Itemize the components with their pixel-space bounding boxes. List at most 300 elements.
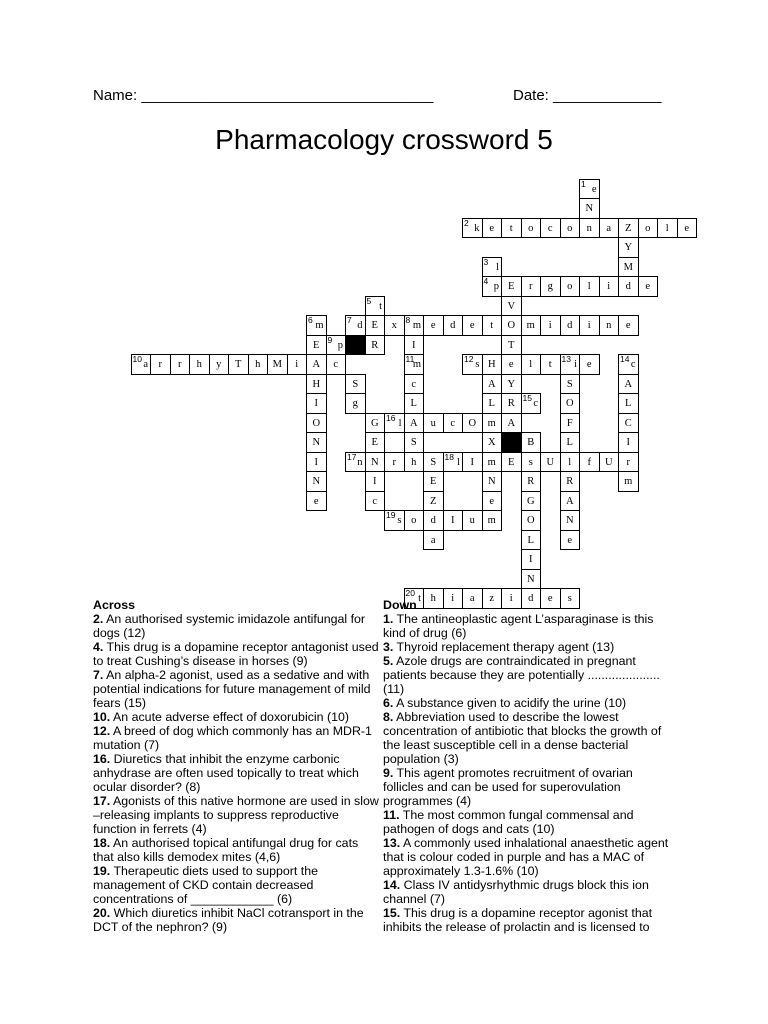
clue-number: 2.: [93, 612, 104, 626]
cell-letter: e: [489, 495, 495, 507]
clue-number: 5.: [383, 654, 394, 668]
clue-number: 16: [386, 412, 396, 423]
across-clue: [93, 668, 381, 710]
cell-letter: e: [547, 593, 553, 604]
grid-cell[interactable]: [638, 276, 659, 297]
cell-letter: N: [312, 476, 321, 487]
grid-cell[interactable]: [579, 218, 600, 239]
grid-cell[interactable]: [131, 354, 152, 375]
cell-letter: M: [272, 359, 282, 370]
clue-number: 17: [347, 451, 357, 462]
cell-letter: i: [295, 359, 299, 370]
grid-cell[interactable]: [306, 432, 327, 453]
cell-letter: U: [546, 456, 555, 468]
cell-letter: r: [158, 359, 162, 370]
cell-letter: R: [507, 398, 515, 409]
grid-cell[interactable]: [579, 198, 600, 219]
grid-cell[interactable]: [618, 432, 639, 453]
grid-cell[interactable]: [560, 530, 581, 551]
across-clue: [93, 864, 381, 906]
grid-cell[interactable]: [345, 452, 366, 473]
cell-letter: A: [565, 495, 574, 507]
cell-letter: e: [684, 222, 690, 234]
grid-cell[interactable]: [345, 393, 366, 414]
cell-letter: h: [196, 359, 202, 370]
cell-letter: O: [312, 417, 321, 429]
grid-cell[interactable]: [560, 471, 581, 492]
grid-cell[interactable]: [618, 237, 639, 258]
grid-cell[interactable]: [404, 510, 425, 531]
clue-number: 20: [405, 588, 415, 598]
clue-number: 8.: [383, 710, 394, 724]
grid-cell[interactable]: [267, 354, 288, 375]
down-clues: [383, 598, 673, 934]
grid-cell[interactable]: [228, 354, 249, 375]
cell-letter: E: [430, 476, 437, 487]
down-clue: [383, 808, 673, 836]
grid-cell[interactable]: [423, 315, 444, 336]
grid-cell[interactable]: [599, 276, 620, 297]
grid-cell[interactable]: [326, 335, 347, 356]
clue-text: Therapeutic diets used to support the management of CKD contain decreased concentrations of ____________ (6): [93, 864, 319, 906]
cell-letter: a: [469, 593, 475, 604]
grid-cell[interactable]: [306, 374, 327, 395]
clue-number: 11: [405, 354, 415, 364]
grid-cell[interactable]: [404, 335, 425, 356]
grid-cell[interactable]: [423, 413, 444, 434]
cell-letter: x: [391, 320, 397, 331]
grid-cell[interactable]: [306, 491, 327, 512]
cell-letter: I: [529, 554, 533, 565]
cell-letter: o: [567, 281, 573, 292]
cell-letter: N: [565, 515, 574, 526]
cell-letter: S: [410, 437, 417, 448]
grid-cell[interactable]: [306, 413, 327, 434]
clue-text: This agent promotes recruitment of ovarian follicles and can be used for superovulation programmes (4): [383, 766, 633, 808]
across-clue: [93, 906, 381, 934]
grid-cell[interactable]: [306, 393, 327, 414]
grid-cell[interactable]: [423, 491, 444, 512]
grid-cell[interactable]: [501, 413, 522, 434]
across-clue: [93, 836, 381, 864]
clue-number: 19.: [93, 864, 111, 878]
cell-letter: T: [508, 339, 515, 351]
clue-text: This drug is a dopamine receptor agonist that inhibits the release of prolactin and is licensed to: [383, 906, 653, 934]
grid-cell[interactable]: [326, 354, 347, 375]
cell-letter: O: [468, 417, 477, 429]
grid-cell[interactable]: [443, 452, 464, 473]
grid-cell[interactable]: [618, 354, 639, 375]
grid-cell[interactable]: [560, 315, 581, 336]
grid-cell[interactable]: [404, 374, 425, 395]
clue-number: 4.: [93, 640, 104, 654]
clue-text: An alpha-2 agonist, used as a sedative and with potential indications for future management of mild fears (15): [93, 668, 371, 710]
grid-cell[interactable]: [365, 296, 386, 317]
cell-letter: A: [409, 417, 418, 429]
grid-cell[interactable]: [521, 354, 542, 375]
grid-cell[interactable]: [404, 413, 425, 434]
clue-number: 3.: [383, 640, 394, 654]
grid-cell[interactable]: [560, 276, 581, 297]
grid-cell[interactable]: [599, 452, 620, 473]
cell-letter: e: [591, 183, 597, 195]
cell-letter: f: [587, 456, 591, 468]
grid-cell[interactable]: [404, 452, 425, 473]
down-clue: [383, 906, 673, 934]
cell-letter: l: [587, 281, 591, 292]
grid-cell[interactable]: [482, 471, 503, 492]
cell-letter: c: [547, 222, 553, 234]
grid-cell[interactable]: [443, 413, 464, 434]
cell-letter: m: [412, 359, 421, 370]
clue-number: 11.: [383, 808, 400, 822]
grid-cell[interactable]: [482, 393, 503, 414]
clue-text: The antineoplastic agent L’asparaginase is this kind of drug (6): [383, 612, 654, 640]
cell-letter: i: [574, 359, 577, 370]
clue-text: An acute adverse effect of doxorubicin (10): [110, 710, 350, 724]
grid-cell[interactable]: [501, 218, 522, 239]
grid-cell[interactable]: [501, 354, 522, 375]
grid-cell[interactable]: [443, 510, 464, 531]
grid-cell[interactable]: [521, 218, 542, 239]
grid-cell[interactable]: [462, 510, 483, 531]
clue-number: 16.: [93, 752, 111, 766]
cell-letter: t: [548, 359, 552, 370]
grid-cell[interactable]: [365, 315, 386, 336]
down-clue: [383, 878, 673, 906]
grid-cell[interactable]: [560, 510, 581, 531]
cell-letter: O: [507, 320, 516, 331]
grid-cell[interactable]: [618, 471, 639, 492]
cell-letter: e: [567, 534, 573, 546]
grid-cell[interactable]: [579, 276, 600, 297]
clue-number: 17.: [93, 794, 111, 808]
grid-cell[interactable]: [501, 315, 522, 336]
grid-cell[interactable]: [404, 393, 425, 414]
grid-cell[interactable]: [560, 413, 581, 434]
grid-cell[interactable]: [345, 315, 366, 336]
across-heading: Across: [93, 598, 136, 612]
grid-cell[interactable]: [521, 491, 542, 512]
clue-number: 13: [561, 354, 571, 364]
grid-cell[interactable]: [462, 452, 483, 473]
grid-cell[interactable]: [306, 471, 327, 492]
grid-cell[interactable]: [209, 354, 230, 375]
grid-cell[interactable]: [423, 452, 444, 473]
clue-number: 13.: [383, 836, 401, 850]
cell-letter: p: [337, 339, 343, 351]
grid-cell[interactable]: [482, 354, 503, 375]
cell-letter: n: [586, 222, 592, 234]
grid-cell[interactable]: [306, 452, 327, 473]
grid-cell[interactable]: [404, 354, 425, 375]
cell-letter: Z: [430, 495, 437, 507]
grid-cell[interactable]: [365, 471, 386, 492]
grid-cell[interactable]: [657, 218, 678, 239]
grid-cell[interactable]: [560, 393, 581, 414]
grid-cell[interactable]: [365, 432, 386, 453]
cell-letter: c: [533, 398, 538, 409]
clue-number: 15: [522, 393, 532, 403]
grid-cell[interactable]: [365, 413, 386, 434]
cell-letter: l: [398, 417, 402, 429]
cell-letter: c: [372, 495, 378, 507]
grid-cell[interactable]: [501, 335, 522, 356]
cell-letter: c: [333, 359, 339, 370]
grid-cell[interactable]: [599, 218, 620, 239]
clue-number: 1: [581, 178, 586, 189]
grid-cell[interactable]: [365, 335, 386, 356]
clue-text: Diuretics that inhibit the enzyme carbonic anhydrase are often used topically to treat which ocular disorder? (8): [93, 752, 359, 794]
grid-cell[interactable]: [540, 452, 561, 473]
grid-cell[interactable]: [560, 218, 581, 239]
grid-cell[interactable]: [306, 354, 327, 375]
across-clue: [93, 710, 381, 724]
cell-letter: L: [625, 398, 632, 409]
grid-cell[interactable]: [560, 491, 581, 512]
grid-cell[interactable]: [560, 354, 581, 375]
grid-cell[interactable]: [423, 530, 444, 551]
grid-cell[interactable]: [560, 374, 581, 395]
grid-cell[interactable]: [404, 432, 425, 453]
across-clue: [93, 794, 381, 836]
clue-number: 14: [620, 354, 630, 364]
cell-letter: c: [630, 359, 636, 370]
cell-letter: I: [451, 515, 455, 526]
grid-cell[interactable]: [540, 276, 561, 297]
cell-letter: m: [487, 515, 496, 526]
cell-letter: a: [143, 359, 148, 370]
clue-number: 8: [405, 315, 411, 325]
grid-cell[interactable]: [618, 413, 639, 434]
clue-text: An authorised systemic imidazole antifungal for dogs (12): [93, 612, 366, 640]
cell-letter: T: [235, 359, 242, 370]
grid-cell[interactable]: [618, 257, 639, 278]
cell-letter: m: [624, 476, 633, 487]
cell-letter: a: [430, 534, 436, 546]
grid-cell[interactable]: [521, 452, 542, 473]
grid-cell[interactable]: [560, 432, 581, 453]
grid-cell[interactable]: [287, 354, 308, 375]
grid-cell[interactable]: [306, 315, 327, 336]
grid-cell[interactable]: [540, 315, 561, 336]
grid-cell[interactable]: [638, 218, 659, 239]
grid-cell[interactable]: [579, 354, 600, 375]
cell-letter: i: [587, 320, 591, 331]
cell-letter: R: [527, 476, 535, 487]
grid-cell[interactable]: [365, 452, 386, 473]
grid-cell[interactable]: [521, 510, 542, 531]
cell-letter: g: [352, 398, 358, 409]
cell-letter: r: [529, 281, 533, 292]
grid-cell[interactable]: [521, 530, 542, 551]
grid-cell[interactable]: [384, 452, 405, 473]
grid-cell[interactable]: [579, 452, 600, 473]
cell-letter: Y: [507, 378, 516, 390]
grid-cell[interactable]: [618, 218, 639, 239]
grid-cell[interactable]: [521, 569, 542, 590]
grid-cell[interactable]: [189, 354, 210, 375]
clue-number: 9: [327, 334, 333, 345]
cell-letter: e: [645, 281, 651, 292]
cell-letter: I: [373, 476, 377, 487]
grid-cell[interactable]: [170, 354, 191, 375]
grid-cell[interactable]: [501, 276, 522, 297]
grid-cell[interactable]: [579, 315, 600, 336]
clue-text: Which diuretics inhibit NaCl cotransport in the DCT of the nephron? (9): [93, 906, 364, 934]
grid-cell[interactable]: [677, 218, 698, 239]
grid-cell[interactable]: [618, 393, 639, 414]
grid-cell[interactable]: [482, 374, 503, 395]
cell-letter: N: [370, 456, 379, 468]
cell-letter: L: [410, 398, 417, 409]
cell-letter: V: [507, 300, 516, 312]
grid-cell[interactable]: [501, 452, 522, 473]
grid-cell[interactable]: [521, 393, 542, 414]
cell-letter: m: [487, 417, 496, 429]
grid-cell[interactable]: [423, 510, 444, 531]
grid-cell[interactable]: [599, 315, 620, 336]
cell-letter: F: [566, 417, 573, 429]
grid-cell[interactable]: [618, 276, 639, 297]
cell-letter: l: [568, 456, 572, 468]
grid-cell[interactable]: [618, 452, 639, 473]
grid-cell[interactable]: [482, 413, 503, 434]
grid-cell[interactable]: [384, 413, 405, 434]
down-heading: Down: [383, 598, 417, 612]
grid-cell[interactable]: [404, 315, 425, 336]
grid-cell[interactable]: [462, 354, 483, 375]
cell-letter: d: [625, 281, 631, 292]
clue-text: An authorised topical antifungal drug for cats that also kills demodex mites (4,6): [93, 836, 359, 864]
cell-letter: i: [548, 320, 552, 331]
cell-letter: t: [490, 320, 494, 331]
grid-cell[interactable]: [501, 393, 522, 414]
grid-cell[interactable]: [423, 471, 444, 492]
grid-cell[interactable]: [462, 218, 483, 239]
grid-cell[interactable]: [443, 315, 464, 336]
cell-letter: N: [487, 476, 496, 487]
grid-cell[interactable]: [150, 354, 171, 375]
cell-letter: E: [371, 320, 378, 331]
grid-cell[interactable]: [618, 374, 639, 395]
cell-letter: s: [567, 593, 572, 604]
grid-cell[interactable]: [501, 296, 522, 317]
page-title: Pharmacology crossword 5: [215, 124, 553, 155]
grid-cell[interactable]: [482, 510, 503, 531]
cell-letter: h: [255, 359, 261, 370]
cell-letter: s: [475, 359, 480, 370]
grid-cell[interactable]: [462, 413, 483, 434]
cell-letter: h: [430, 593, 436, 604]
cell-letter: N: [312, 437, 321, 448]
cell-letter: e: [508, 359, 514, 370]
grid-cell[interactable]: [482, 315, 503, 336]
cell-letter: l: [457, 456, 460, 468]
cell-letter: Z: [625, 222, 632, 234]
cell-letter: L: [566, 437, 573, 448]
cell-letter: r: [392, 456, 396, 468]
cell-letter: h: [411, 456, 417, 468]
grid-cell[interactable]: [345, 374, 366, 395]
cell-letter: c: [450, 417, 456, 429]
across-clue: [93, 612, 381, 640]
grid-cell[interactable]: [540, 218, 561, 239]
cell-letter: d: [567, 320, 573, 331]
clue-number: 6: [308, 315, 313, 325]
grid-cell[interactable]: [540, 354, 561, 375]
grid-cell[interactable]: [482, 257, 503, 278]
date-field: Date: _____________: [513, 87, 662, 104]
grid-cell[interactable]: [482, 491, 503, 512]
grid-cell[interactable]: [482, 432, 503, 453]
grid-cell[interactable]: [521, 315, 542, 336]
cell-letter: B: [527, 437, 535, 448]
grid-cell[interactable]: [521, 276, 542, 297]
cell-letter: i: [509, 593, 513, 604]
clue-number: 18: [444, 451, 454, 462]
cell-letter: O: [565, 398, 574, 409]
clue-number: 19: [386, 510, 396, 520]
grid-cell[interactable]: [248, 354, 269, 375]
down-clue: [383, 654, 673, 696]
cell-letter: U: [604, 456, 613, 468]
grid-cell[interactable]: [501, 374, 522, 395]
cell-letter: X: [487, 437, 496, 448]
clue-text: A breed of dog which commonly has an MDR-1 mutation (7): [93, 724, 372, 752]
grid-cell[interactable]: [560, 452, 581, 473]
cell-letter: L: [527, 534, 534, 546]
grid-cell[interactable]: [384, 510, 405, 531]
grid-cell[interactable]: [482, 218, 503, 239]
cell-letter: S: [430, 456, 437, 468]
grid-cell[interactable]: [306, 335, 327, 356]
cell-letter: u: [430, 417, 436, 429]
across-clue: [93, 752, 381, 794]
grid-cell[interactable]: [521, 471, 542, 492]
clue-text: Thyroid replacement therapy agent (13): [393, 640, 615, 654]
cell-letter: n: [357, 456, 363, 468]
down-clue: [383, 766, 673, 808]
cell-letter: o: [528, 222, 534, 234]
cell-letter: E: [508, 281, 515, 292]
grid-cell[interactable]: [618, 315, 639, 336]
clue-number: 7.: [93, 668, 104, 682]
clue-number: 9.: [383, 766, 394, 780]
grid-cell[interactable]: [521, 432, 542, 453]
cell-letter: n: [606, 320, 612, 331]
clue-text: A commonly used inhalational anaesthetic agent that is colour coded in purple and has a MAC of approximately 1.3-1.6% (10): [383, 836, 669, 878]
down-clue: [383, 696, 673, 710]
cell-letter: Y: [624, 242, 633, 253]
clue-text: Class IV antidysrhythmic drugs block this ion channel (7): [383, 878, 649, 906]
cell-letter: y: [216, 359, 222, 370]
grid-cell[interactable]: [462, 315, 483, 336]
grid-cell[interactable]: [384, 315, 405, 336]
cell-letter: R: [566, 476, 574, 487]
clue-number: 20.: [93, 906, 111, 920]
grid-cell[interactable]: [521, 549, 542, 570]
cell-letter: H: [487, 359, 496, 370]
cell-letter: e: [489, 222, 495, 234]
grid-cell[interactable]: [365, 491, 386, 512]
grid-cell[interactable]: [482, 452, 503, 473]
grid-cell[interactable]: [579, 179, 600, 200]
grid-cell[interactable]: [482, 276, 503, 297]
clue-number: 18.: [93, 836, 111, 850]
cell-letter: s: [397, 515, 402, 526]
cell-letter: i: [607, 281, 611, 292]
